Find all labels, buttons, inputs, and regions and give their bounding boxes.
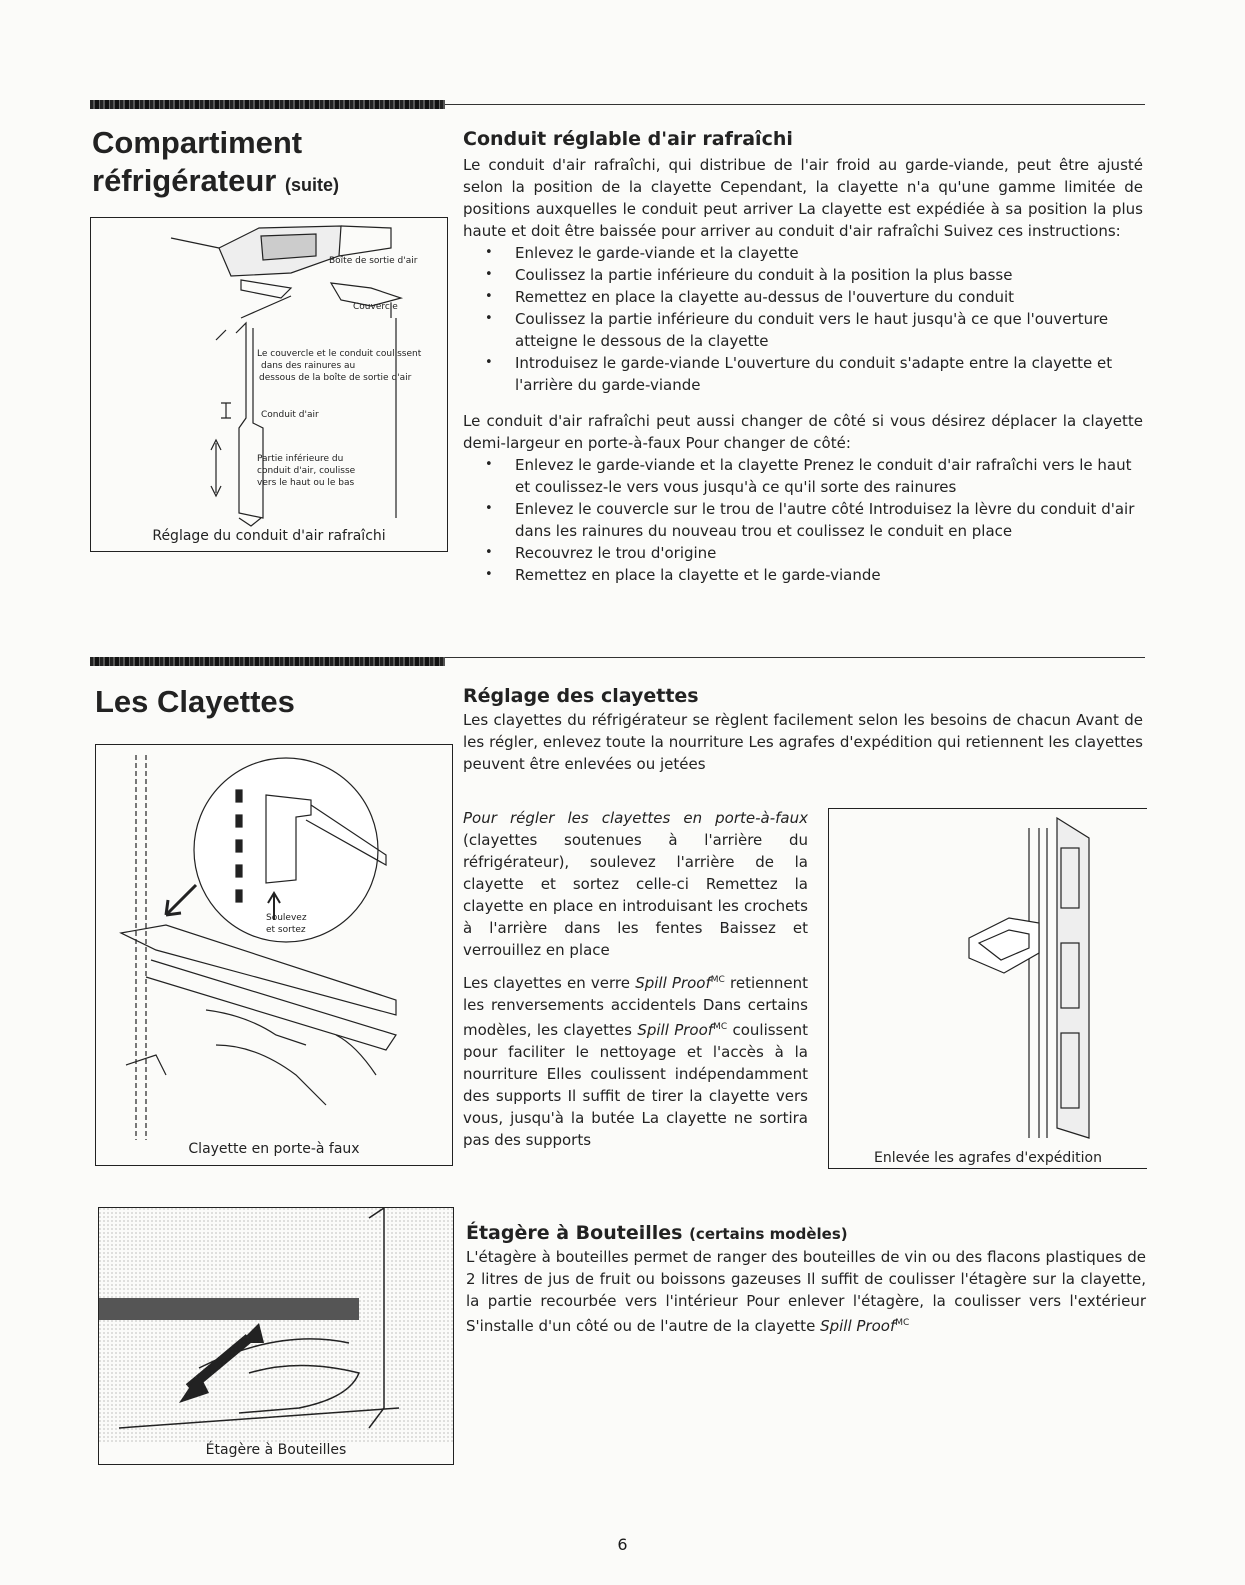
list-item: • Introduisez le garde-viande L'ouverture du conduit s'adapte entre la clayette et l'arrière du garde-viande xyxy=(463,352,1143,396)
section-rule xyxy=(445,104,1145,105)
list-item: • Enlevez le couvercle sur le trou de l'autre côté Introduisez la lèvre du conduit d'air dans les rainures du nouveau trou et coulissez le conduit en place xyxy=(463,498,1143,542)
list-item: • Recouvrez le trou d'origine xyxy=(463,542,1143,564)
title-suffix: (suite) xyxy=(284,175,339,195)
title-line-2: réfrigérateur xyxy=(92,163,277,198)
list-item: • Enlevez le garde-viande et la clayette Prenez le conduit d'air rafraîchi vers le haut et coulissez-le vers vous jusqu'à ce qu'il sorte des rainures xyxy=(463,454,1143,498)
clips-illustration xyxy=(829,808,1147,1148)
duct-text-block xyxy=(463,128,1143,586)
title-line-1: Compartiment xyxy=(92,125,303,160)
shelves-intro: Les clayettes du réfrigérateur se règlent facilement selon les besoins de chacun Avant de les régler, enlevez toute la nourriture Les agrafes d'expédition qui retiennent les clayettes peuvent être enlevées ou jetées xyxy=(463,711,1143,773)
spillproof-paragraph xyxy=(463,969,808,1151)
section-heading: Étagère à Bouteilles xyxy=(466,1222,683,1244)
cantilever-text xyxy=(463,807,808,1151)
section-heading: Réglage des clayettes xyxy=(463,685,699,707)
section-title-shelves: Les Clayettes xyxy=(95,684,295,719)
section-heading: Conduit réglable d'air rafraîchi xyxy=(463,128,793,150)
bottle-rack-figure xyxy=(98,1207,454,1465)
section-rule xyxy=(445,657,1145,658)
list-item: • Coulissez la partie inférieure du conduit vers le haut jusqu'à ce que l'ouverture atteigne le dessous de la clayette xyxy=(463,308,1143,352)
bottle-rack-paragraph xyxy=(466,1246,1146,1337)
spillproof-text-c: coulissent pour faciliter le nettoyage et l'accès à la nourriture Elles coulissent indépendamment des supports Il suffit de tirer la clayette vers vous, jusqu'à la butée La clayette ne sortira pas des supports xyxy=(463,1021,808,1149)
page-number: 6 xyxy=(617,1535,628,1554)
label-cover: Couvercle xyxy=(353,302,398,312)
brand-name: Spill Proof xyxy=(820,1317,896,1335)
label-air-box: Boîte de sortie d'air xyxy=(329,256,418,266)
figure-caption: Réglage du conduit d'air rafraîchi xyxy=(152,528,386,544)
list-item: • Enlevez le garde-viande et la clayette xyxy=(463,242,1143,264)
figure-caption: Clayette en porte-à faux xyxy=(188,1141,360,1157)
air-duct-figure xyxy=(90,217,448,552)
figure-caption: Étagère à Bouteilles xyxy=(205,1442,347,1458)
brand-mark: MC xyxy=(895,1318,910,1328)
label-remove: et sortez xyxy=(266,925,306,935)
list-item: • Coulissez la partie inférieure du conduit à la position la plus basse xyxy=(463,264,1143,286)
spillproof-text-a: Les clayettes en verre xyxy=(463,974,636,992)
shipping-clips-figure xyxy=(828,808,1147,1169)
label-slide-2: dans des rainures au xyxy=(261,361,356,371)
duct-intro: Le conduit d'air rafraîchi, qui distribue de l'air froid au garde-viande, peut être ajusté selon la position de la clayette Cependant, la clayette n'a qu'une gamme limitée de positions auxquelles le conduit peut arriver La clayette est expédiée à sa position la plus haute et doit être baissée pour arriver au conduit d'air rafraîchi Suivez ces instructions: xyxy=(463,156,1143,240)
section-bar xyxy=(90,100,445,109)
spillproof-text-b: retiennent les renversements accidentels Dans certains modèles, les clayettes xyxy=(463,974,808,1039)
bottle-rack-illustration xyxy=(99,1208,453,1443)
label-slide-3: dessous de la boîte de sortie d'air xyxy=(259,373,412,383)
brand-mark: MC xyxy=(710,975,725,985)
shelf-illustration xyxy=(96,745,452,1140)
heading-suffix: (certains modèles) xyxy=(689,1225,848,1243)
label-lower-1: Partie inférieure du xyxy=(257,454,344,464)
list-item: • Remettez en place la clayette au-dessus de l'ouverture du conduit xyxy=(463,286,1143,308)
shelves-text-block xyxy=(463,685,1143,775)
duct-steps-list xyxy=(463,242,1143,396)
list-item: • Remettez en place la clayette et le garde-viande xyxy=(463,564,1143,586)
bottle-rack-text xyxy=(466,1222,1146,1337)
cantilever-paragraph xyxy=(463,807,808,961)
brand-mark: MC xyxy=(713,1022,728,1032)
cantilever-shelf-figure xyxy=(95,744,453,1166)
duct-intro-2: Le conduit d'air rafraîchi peut aussi changer de côté si vous désirez déplacer la clayette demi-largeur en porte-à-faux Pour changer de côté: xyxy=(463,412,1143,452)
label-lift: Soulevez xyxy=(266,913,307,923)
duct-steps-list-2 xyxy=(463,454,1143,586)
cantilever-lead: Pour régler les clayettes en porte-à-faux xyxy=(463,809,808,827)
label-lower-3: vers le haut ou le bas xyxy=(257,478,355,488)
section-bar xyxy=(90,657,445,666)
brand-name: Spill Proof xyxy=(635,974,711,992)
brand-name: Spill Proof xyxy=(637,1021,714,1039)
label-lower-2: conduit d'air, coulisse xyxy=(257,466,356,476)
label-air-duct: Conduit d'air xyxy=(261,410,319,420)
figure-caption: Enlevée les agrafes d'expédition xyxy=(874,1150,1102,1166)
cantilever-body: (clayettes soutenues à l'arrière du réfrigérateur), soulevez l'arrière de la clayette et sortez celle-ci Remettez la clayette en place en introduisant les crochets à l'arrière dans les fentes Baissez et verrouillez en place xyxy=(463,831,808,959)
bottle-rack-body: L'étagère à bouteilles permet de ranger des bouteilles de vin ou des flacons plastiques de 2 litres de jus de fruit ou boissons gazeuses Il suffit de coulisser l'étagère sur la clayette, la partie recourbée vers l'intérieur Pour enlever l'étagère, la coulisser vers l'extérieur S'installe d'un côté ou de l'autre de la clayette xyxy=(466,1248,1146,1335)
label-slide-1: Le couvercle et le conduit coulissent xyxy=(257,349,422,359)
section-title xyxy=(92,124,442,204)
